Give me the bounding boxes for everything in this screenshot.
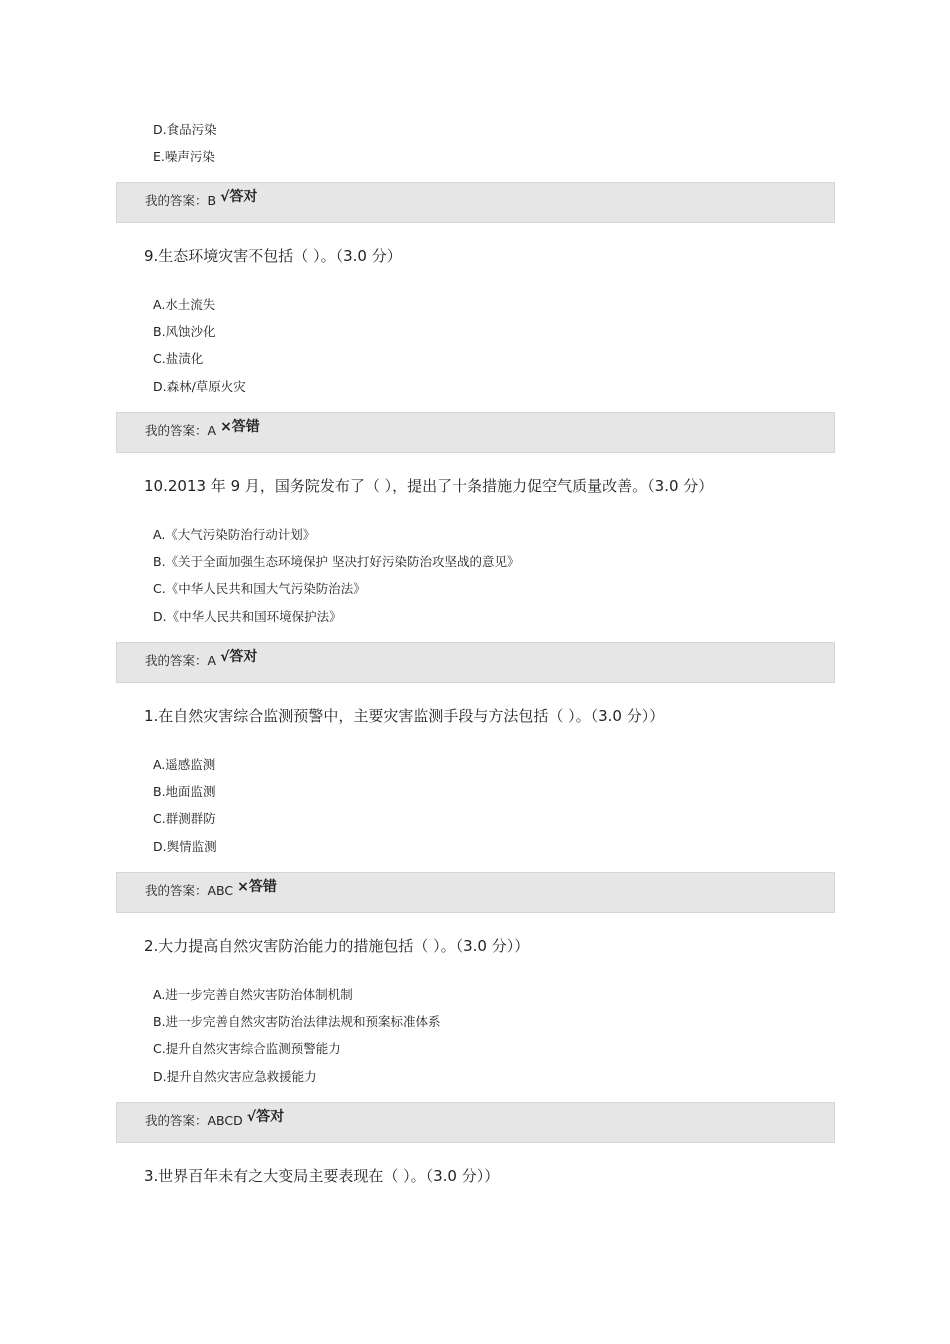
question-1: 1.在自然灾害综合监测预警中，主要灾害监测手段与方法包括（ ）。（3.0 分）） — [144, 707, 665, 725]
check-icon: √ — [220, 189, 230, 205]
answer-label: 我的答案：B — [145, 193, 217, 208]
option-c: C.群测群防 — [153, 811, 216, 826]
option-d: D.舆情监测 — [153, 839, 217, 854]
option-b: B.风蚀沙化 — [153, 324, 216, 339]
answer-bar — [116, 872, 835, 913]
check-icon: √ — [220, 649, 230, 665]
answer-line — [145, 1109, 285, 1129]
question-2: 2.大力提高自然灾害防治能力的措施包括（ ）。（3.0 分）） — [144, 937, 530, 955]
option-a: A.《大气污染防治行动计划》 — [153, 527, 316, 542]
option-a: A.进一步完善自然灾害防治体制机制 — [153, 987, 353, 1002]
check-icon: √ — [246, 1109, 257, 1125]
option-b: B.《关于全面加强生态环境保护 坚决打好污染防治攻坚战的意见》 — [153, 554, 520, 569]
option-b: B.进一步完善自然灾害防治法律法规和预案标准体系 — [153, 1014, 441, 1029]
option-e-noise-pollution: E.噪声污染 — [153, 149, 215, 164]
answer-result: 答错 — [248, 879, 277, 895]
option-c: C.盐渍化 — [153, 351, 204, 366]
question-10: 10.2013 年 9 月，国务院发布了（ ），提出了十条措施力促空气质量改善。（3.0 分） — [144, 477, 714, 495]
option-b: B.地面监测 — [153, 784, 216, 799]
answer-result: 答错 — [231, 419, 260, 435]
answer-result: 答对 — [229, 649, 258, 665]
option-a: A.水土流失 — [153, 297, 216, 312]
option-d: D.《中华人民共和国环境保护法》 — [153, 609, 342, 624]
answer-label: 我的答案：ABC — [145, 883, 234, 898]
answer-result: 答对 — [256, 1109, 285, 1125]
question-3: 3.世界百年未有之大变局主要表现在（ ）。（3.0 分）） — [144, 1167, 500, 1185]
answer-label: 我的答案：A — [145, 423, 217, 438]
answer-line — [145, 879, 277, 899]
answer-bar — [116, 412, 835, 453]
answer-line — [145, 419, 260, 439]
cross-icon: × — [237, 879, 249, 895]
answer-line — [145, 649, 258, 669]
answer-line — [145, 189, 258, 209]
option-c: C.提升自然灾害综合监测预警能力 — [153, 1041, 341, 1056]
option-d-food-pollution: D.食品污染 — [153, 122, 217, 137]
option-d: D.森林/草原火灾 — [153, 379, 246, 394]
option-a: A.遥感监测 — [153, 757, 216, 772]
answer-bar — [116, 642, 835, 683]
answer-label: 我的答案：ABCD — [145, 1113, 243, 1128]
option-d: D.提升自然灾害应急救援能力 — [153, 1069, 317, 1084]
answer-bar — [116, 1102, 835, 1143]
answer-label: 我的答案：A — [145, 653, 217, 668]
question-9: 9.生态环境灾害不包括（ ）。（3.0 分） — [144, 247, 402, 265]
cross-icon: × — [220, 419, 232, 435]
answer-bar — [116, 182, 835, 223]
option-c: C.《中华人民共和国大气污染防治法》 — [153, 581, 366, 596]
answer-result: 答对 — [229, 189, 258, 205]
